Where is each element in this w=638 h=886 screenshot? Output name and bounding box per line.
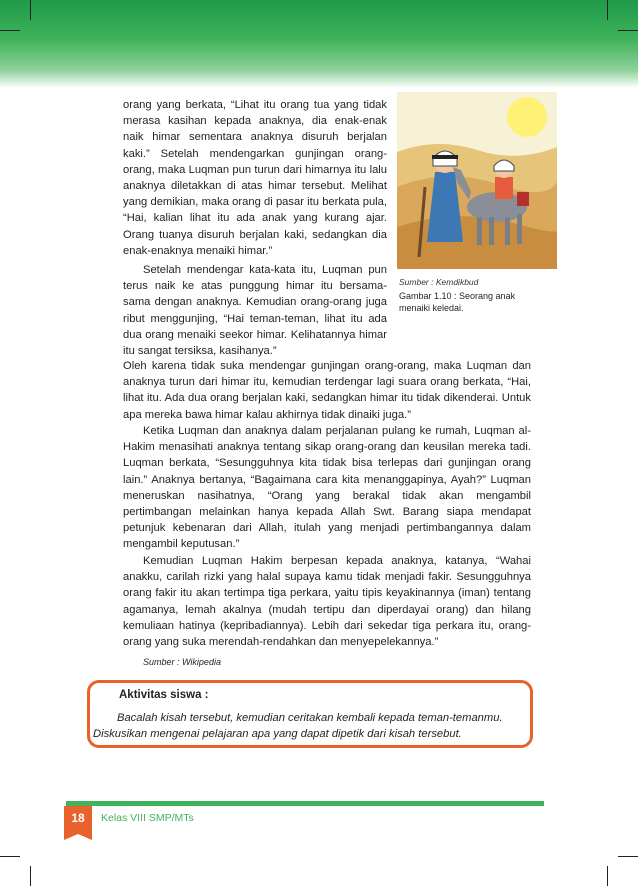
footer-rule: [66, 801, 544, 806]
figure-caption: Gambar 1.10 : Seorang anak menaiki keledai.: [399, 291, 516, 313]
crop-mark: [30, 0, 31, 20]
crop-mark: [0, 856, 20, 857]
figure-source: Sumber : Kemdikbud: [399, 277, 479, 287]
header-band: [0, 0, 638, 88]
activity-text: Bacalah kisah tersebut, kemudian ceritakan kembali kepada teman-temanmu. Diskusikan mengenai pelajaran apa yang dapat dipetik dari kisah tersebut.: [93, 712, 503, 740]
crop-mark: [0, 30, 20, 31]
book-title: Kelas VIII SMP/MTs: [101, 812, 194, 824]
source-text: Sumber : Wikipedia: [143, 657, 221, 667]
illustration-donkey: [397, 92, 557, 269]
paragraph: orang yang berkata, “Lihat itu orang tua yang tidak merasa kasihan kepada anaknya, dia enak-enak naik himar sementara anaknya disuruh berjalan kaki.” Setelah mendengarkan gunjingan orang-orang, maka Luqman pun turun dari himarnya itu lalu anaknya diletakkan di atas himar tersebut. Melihat yang demikian, maka orang di pasar itu berkata pula, “Hai, kalian lihat itu ada anak yang kurang ajar. Orang tuanya disuruh berjalan kaki, sedangkan dia enak-enaknya menaiki himar.”: [123, 99, 387, 257]
activity-title: Aktivitas siswa :: [119, 689, 209, 701]
page-number: 18: [64, 806, 92, 834]
paragraph: Oleh karena tidak suka mendengar gunjingan orang-orang, maka Luqman dan anaknya turun dari himar itu, kemudian terdengar lagi suara orang berkata, “Hai, lihat itu. Ada dua orang berjalan kaki, sedangkan himar itu tidak dikenderai. Untuk apa mereka bawa himar kalau akhirnya tidak dinaiki juga.”: [123, 360, 531, 421]
crop-mark: [618, 856, 638, 857]
paragraph: Kemudian Luqman Hakim berpesan kepada anaknya, katanya, “Wahai anakku, carilah rizki yang halal supaya kamu tidak menjadi fakir. Sesungguhnya orang fakir itu akan tertimpa tiga perkara, yaitu tipis keyakinannya (iman) tentang agamanya, lemah akalnya (mudah tertipu dan diperdayai orang) dan hilang kemuliaan hatinya (kepribadiannya). Lebih dari sekedar tiga perkara itu, orang-orang yang suka merendah-rendahkan dan menyepelekannya.”: [123, 555, 531, 649]
crop-mark: [618, 30, 638, 31]
paragraph: Ketika Luqman dan anaknya dalam perjalanan pulang ke rumah, Luqman al-Hakim menasihati anaknya tentang sikap orang-orang dan keusilan mereka tadi. Luqman berkata, “Sesungguhnya kita tidak bisa terlepas dari gunjingan orang lain.” Anaknya bertanya, “Bagaimana cara kita menanggapinya, Ayah?” Luqman meneruskan nasihatnya, “Orang yang berakal tidak akan mengambil pertimbangan melainkan hanya kepada Allah Swt. Barang siapa mendapat petunjuk kebenaran dari Allah, itulah yang menjadi pertimbangannya dalam mengambil keputusan.”: [123, 425, 531, 551]
crop-mark: [30, 866, 31, 886]
crop-mark: [607, 0, 608, 20]
paragraph: Setelah mendengar kata-kata itu, Luqman pun terus naik ke atas punggung himar itu bersama-sama dengan anaknya. Kemudian orang-orang juga ribut menggunjing, “Hai teman-teman, lihat itu ada dua orang menaiki seekor himar. Kelihatannya himar itu sangat tersiksa, kasihanya.”: [123, 264, 387, 358]
crop-mark: [607, 866, 608, 886]
